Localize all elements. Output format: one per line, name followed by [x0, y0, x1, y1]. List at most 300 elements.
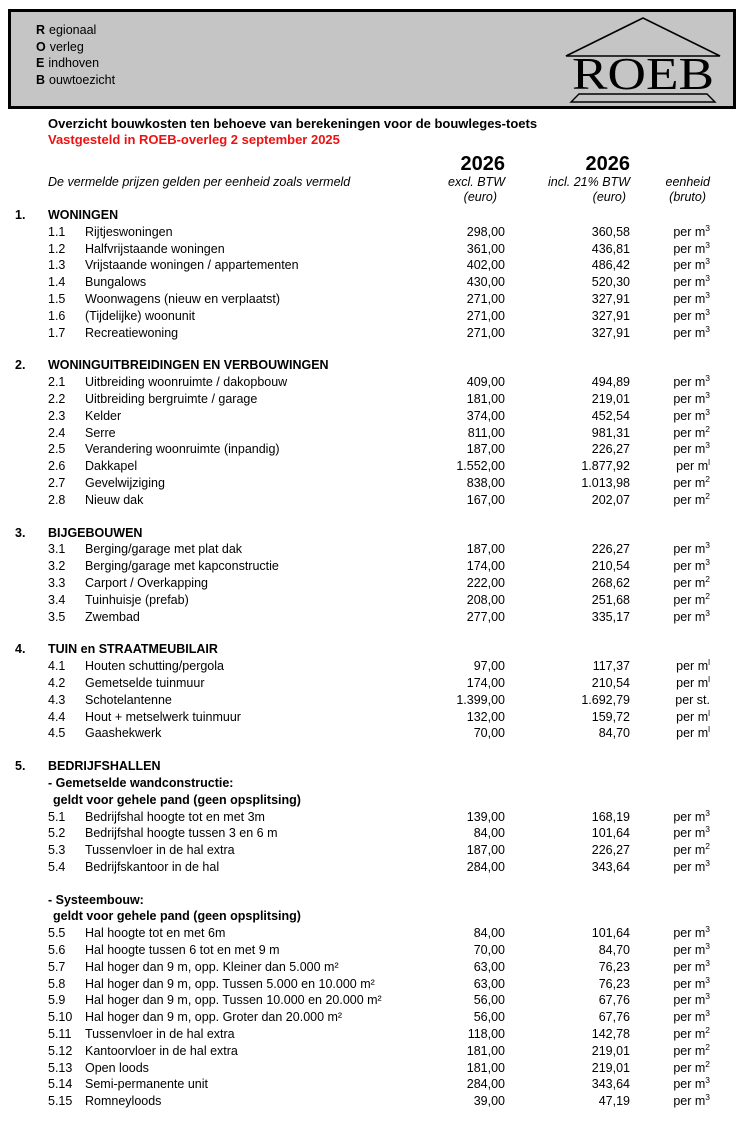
unit-superscript: 2	[705, 473, 710, 484]
table-row	[15, 458, 710, 475]
row-label: Schotelantenne	[85, 692, 172, 707]
row-number: 5.4	[48, 859, 66, 874]
row-unit	[630, 976, 710, 993]
table-row	[15, 475, 710, 492]
row-label: Carport / Overkapping	[85, 575, 208, 590]
row-price-incl: 486,42	[591, 258, 630, 273]
table-row	[15, 1026, 710, 1043]
unit-base: per m	[673, 592, 706, 607]
row-price-excl: 409,00	[466, 375, 505, 390]
unit-base: per m	[673, 993, 706, 1008]
logo-text: ROEB	[572, 49, 714, 99]
unit-base: per m	[673, 408, 706, 423]
row-price-incl: 226,27	[591, 843, 630, 858]
section-title: WONINGEN	[48, 208, 119, 222]
row-unit	[630, 458, 710, 475]
unit-base: per m	[676, 459, 709, 474]
header-box	[8, 9, 736, 109]
row-number: 5.15	[48, 1094, 73, 1109]
row-unit	[630, 675, 710, 692]
row-price-excl: 39,00	[473, 1094, 505, 1109]
section-header-row	[15, 525, 710, 542]
unit-base: per m	[673, 258, 706, 273]
row-unit	[630, 291, 710, 308]
unit-base: per m	[676, 709, 709, 724]
row-price-incl: 159,72	[591, 709, 630, 724]
unit-superscript: 3	[705, 540, 710, 551]
row-unit	[630, 1009, 710, 1026]
unit-superscript: 3	[705, 440, 710, 451]
unit-superscript: 3	[705, 807, 710, 818]
unit-base: per m	[673, 1010, 706, 1025]
section-number: 5.	[15, 759, 26, 774]
row-number: 3.2	[48, 559, 66, 574]
row-price-excl: 361,00	[466, 241, 505, 256]
row-label: Bungalows	[85, 275, 147, 290]
row-unit	[630, 391, 710, 408]
row-price-excl: 374,00	[466, 408, 505, 423]
unit-superscript: 3	[705, 1008, 710, 1019]
row-price-incl: 47,19	[598, 1094, 630, 1109]
unit-superscript: 3	[705, 256, 710, 267]
row-price-incl: 494,89	[591, 375, 630, 390]
table-row	[15, 1093, 710, 1110]
unit-base: per m	[673, 492, 706, 507]
row-label: Recreatiewoning	[85, 325, 179, 340]
row-unit	[630, 859, 710, 876]
column-header-row	[0, 175, 744, 190]
row-price-excl: 97,00	[473, 659, 505, 674]
table-row	[15, 441, 710, 458]
row-price-incl: 360,58	[591, 224, 630, 239]
row-number: 2.2	[48, 391, 66, 406]
section-title: TUIN en STRAATMEUBILAIR	[48, 642, 218, 657]
section-number: 3.	[15, 525, 26, 540]
row-price-incl: 1.013,98	[581, 475, 630, 490]
row-unit	[630, 809, 710, 826]
table-row	[15, 809, 710, 826]
row-number: 2.4	[48, 425, 66, 440]
unit-superscript: 2	[705, 490, 710, 501]
row-number: 4.5	[48, 726, 66, 741]
unit-base: per m	[673, 559, 706, 574]
table-row	[15, 308, 710, 325]
table-row	[15, 709, 710, 726]
row-label: Hal hoger dan 9 m, opp. Tussen 10.000 en 20.000 m²	[85, 993, 382, 1008]
row-label: Gevelwijziging	[85, 475, 165, 490]
row-price-excl: 181,00	[466, 391, 505, 406]
unit-superscript: 3	[705, 373, 710, 384]
row-number: 4.4	[48, 709, 66, 724]
row-unit	[630, 925, 710, 942]
unit-base: per m	[673, 442, 706, 457]
row-price-incl: 436,81	[591, 241, 630, 256]
row-price-excl: 271,00	[466, 308, 505, 323]
unit-superscript: l	[708, 656, 710, 667]
row-label: Kantoorvloer in de hal extra	[85, 1043, 238, 1058]
row-price-excl: 63,00	[473, 959, 505, 974]
row-label: Vrijstaande woningen / appartementen	[85, 258, 299, 273]
row-number: 4.2	[48, 675, 66, 690]
row-label: (Tijdelijke) woonunit	[85, 308, 195, 323]
section-header-row	[15, 641, 710, 658]
row-price-excl: 271,00	[466, 291, 505, 306]
unit-superscript: 3	[705, 289, 710, 300]
row-label: Hal hoger dan 9 m, opp. Groter dan 20.000 m²	[85, 1010, 343, 1025]
unit-base: per m	[673, 1077, 706, 1092]
row-price-excl: 1.552,00	[456, 459, 505, 474]
year-header-excl: 2026	[460, 153, 505, 175]
row-label: Verandering woonruimte (inpandig)	[85, 442, 280, 457]
table-row	[15, 224, 710, 241]
row-price-incl: 210,54	[591, 675, 630, 690]
row-number: 1.4	[48, 275, 66, 290]
unit-base: per m	[673, 1027, 706, 1042]
row-label: Uitbreiding woonruimte / dakopbouw	[85, 375, 288, 390]
unit-superscript: 3	[705, 991, 710, 1002]
row-number: 1.6	[48, 308, 66, 323]
row-price-incl: 67,76	[598, 1010, 630, 1025]
unit-base: per m	[673, 241, 706, 256]
row-price-incl: 268,62	[591, 575, 630, 590]
unit-superscript: l	[708, 724, 710, 735]
row-unit	[630, 224, 710, 241]
unit-superscript: l	[708, 673, 710, 684]
row-label: Romneyloods	[85, 1094, 162, 1109]
unit-superscript: 3	[705, 1075, 710, 1086]
acronym-block	[11, 12, 115, 88]
unit-base: per m	[676, 659, 709, 674]
row-price-incl: 327,91	[591, 325, 630, 340]
row-price-excl: 56,00	[473, 993, 505, 1008]
subheader-row	[15, 892, 710, 909]
row-price-excl: 167,00	[466, 492, 505, 507]
unit-base: per m	[676, 726, 709, 741]
section	[15, 207, 710, 341]
row-price-excl: 181,00	[466, 1043, 505, 1058]
document-page	[0, 9, 744, 1125]
row-unit	[630, 575, 710, 592]
row-price-excl: 118,00	[467, 1027, 505, 1042]
row-price-excl: 430,00	[466, 275, 505, 290]
row-unit	[630, 241, 710, 258]
unit-base: per m	[676, 675, 709, 690]
unit-base: per m	[673, 609, 706, 624]
year-header-incl: 2026	[585, 153, 630, 175]
row-unit	[630, 374, 710, 391]
col-header-unit: eenheid	[665, 175, 710, 189]
table-row	[15, 257, 710, 274]
table-row	[15, 609, 710, 626]
row-number: 4.3	[48, 692, 66, 707]
row-label: Berging/garage met kapconstructie	[85, 559, 279, 574]
sections	[0, 205, 744, 1110]
table-row	[15, 408, 710, 425]
subheader-line: - Systeembouw:	[48, 892, 144, 907]
unit-superscript: 2	[705, 573, 710, 584]
unit-base: per st.	[675, 692, 710, 707]
table-row	[15, 859, 710, 876]
row-label: Hal hoogte tussen 6 tot en met 9 m	[85, 943, 280, 958]
unit-base: per m	[673, 391, 706, 406]
row-label: Bedrijfshal hoogte tussen 3 en 6 m	[85, 826, 278, 841]
row-unit	[630, 1043, 710, 1060]
row-number: 2.7	[48, 475, 66, 490]
table-row	[15, 274, 710, 291]
row-number: 5.11	[48, 1027, 72, 1042]
acronym-line	[36, 72, 115, 89]
table-row	[15, 492, 710, 509]
row-unit	[630, 592, 710, 609]
row-price-incl: 343,64	[591, 859, 630, 874]
row-label: Tussenvloer in de hal extra	[85, 1027, 235, 1042]
unit-superscript: l	[708, 457, 710, 467]
row-number: 1.7	[48, 325, 66, 340]
row-label: Hal hoger dan 9 m, opp. Tussen 5.000 en 10.000 m²	[85, 976, 375, 991]
subheader-row	[15, 792, 710, 809]
row-price-incl: 202,07	[591, 492, 630, 507]
row-label: Bedrijfshal hoogte tot en met 3m	[85, 809, 265, 824]
row-price-excl: 174,00	[466, 675, 505, 690]
section-header-row	[15, 207, 710, 224]
row-label: Houten schutting/pergola	[85, 659, 224, 674]
acronym-line	[36, 22, 115, 39]
col-header-incl: incl. 21% BTW	[548, 175, 630, 189]
row-price-incl: 84,70	[598, 943, 630, 958]
table-row	[15, 558, 710, 575]
section-title: WONINGUITBREIDINGEN EN VERBOUWINGEN	[48, 358, 329, 373]
row-price-excl: 1.399,00	[456, 692, 505, 707]
acronym-rest: indhoven	[48, 56, 100, 70]
row-number: 2.5	[48, 442, 66, 457]
unit-superscript: 3	[705, 974, 710, 985]
row-price-incl: 117,37	[592, 659, 630, 674]
unit-base: per m	[673, 976, 706, 991]
row-unit	[630, 475, 710, 492]
row-price-incl: 251,68	[591, 592, 630, 607]
row-unit	[630, 425, 710, 442]
unit-base: per m	[673, 826, 706, 841]
unit-superscript: l	[708, 707, 710, 718]
row-price-excl: 63,00	[473, 976, 505, 991]
unit-base: per m	[673, 809, 706, 824]
row-price-incl: 335,17	[591, 609, 630, 624]
row-price-excl: 84,00	[473, 926, 505, 941]
row-unit	[630, 558, 710, 575]
table-row	[15, 1076, 710, 1093]
acronym-rest: egionaal	[49, 23, 97, 37]
row-label: Halfvrijstaande woningen	[85, 241, 225, 256]
spacer	[15, 876, 710, 892]
row-price-excl: 56,00	[473, 1010, 505, 1025]
row-number: 3.1	[48, 542, 66, 557]
row-price-incl: 84,70	[598, 726, 630, 741]
section-header-row	[15, 758, 710, 775]
row-price-incl: 327,91	[591, 308, 630, 323]
unit-superscript: 3	[705, 857, 710, 868]
table-row	[15, 959, 710, 976]
row-label: Kelder	[85, 408, 122, 423]
row-price-incl: 219,01	[591, 391, 630, 406]
row-unit	[630, 725, 710, 742]
unit-base: per m	[673, 1094, 706, 1109]
row-label: Hal hoger dan 9 m, opp. Kleiner dan 5.000 m²	[85, 959, 339, 974]
unit-superscript: 3	[705, 556, 710, 567]
section-title: BIJGEBOUWEN	[48, 525, 143, 540]
row-unit	[630, 408, 710, 425]
col-subheader-excl: (euro)	[463, 190, 497, 204]
col-subheader-incl: (euro)	[592, 190, 626, 204]
row-unit	[630, 692, 710, 709]
row-label: Open loods	[85, 1060, 149, 1075]
acronym-rest: verleg	[49, 39, 84, 54]
unit-base: per m	[673, 959, 706, 974]
row-price-excl: 132,00	[466, 709, 505, 724]
table-row	[15, 692, 710, 709]
row-label: Serre	[85, 425, 116, 440]
unit-superscript: 3	[705, 940, 710, 951]
row-price-incl: 76,23	[598, 959, 630, 974]
table-row	[15, 842, 710, 859]
unit-base: per m	[673, 375, 706, 390]
row-unit	[630, 325, 710, 342]
table-row	[15, 592, 710, 609]
section-number: 1.	[15, 208, 26, 222]
unit-base: per m	[673, 859, 706, 874]
row-price-excl: 187,00	[466, 442, 505, 457]
row-price-incl: 76,23	[598, 976, 630, 991]
row-number: 1.5	[48, 291, 66, 306]
price-note: De vermelde prijzen gelden per eenheid zoals vermeld	[48, 175, 351, 189]
acronym-line	[36, 55, 115, 72]
acronym-line	[36, 39, 115, 56]
row-unit	[630, 441, 710, 458]
row-price-incl: 101,64	[591, 826, 630, 841]
row-price-incl: 210,54	[591, 559, 630, 574]
row-number: 1.1	[48, 224, 66, 239]
row-unit	[630, 274, 710, 291]
row-price-incl: 101,64	[591, 926, 630, 941]
row-price-excl: 70,00	[473, 943, 505, 958]
row-unit	[630, 992, 710, 1009]
row-label: Tuinhuisje (prefab)	[85, 592, 189, 607]
table-row	[15, 1009, 710, 1026]
section-header-row	[15, 357, 710, 374]
acronym-initial: R	[36, 23, 46, 37]
section-number: 4.	[15, 642, 26, 657]
row-number: 3.5	[48, 609, 66, 624]
section	[15, 525, 710, 626]
table-row	[15, 976, 710, 993]
unit-base: per m	[673, 475, 706, 490]
row-number: 2.1	[48, 375, 66, 390]
table-row	[15, 241, 710, 258]
row-label: Rijtjeswoningen	[85, 224, 173, 239]
row-number: 1.2	[48, 241, 66, 256]
row-price-excl: 187,00	[466, 542, 505, 557]
row-price-excl: 208,00	[466, 592, 505, 607]
unit-superscript: 3	[705, 222, 710, 233]
row-price-incl: 226,27	[591, 442, 630, 457]
col-header-excl: excl. BTW	[448, 175, 505, 189]
row-unit	[630, 709, 710, 726]
row-label: Berging/garage met plat dak	[85, 542, 243, 557]
unit-superscript: 3	[705, 306, 710, 317]
row-number: 2.3	[48, 408, 66, 423]
year-header-row	[0, 153, 744, 175]
row-price-excl: 70,00	[473, 726, 505, 741]
row-price-excl: 284,00	[466, 1077, 505, 1092]
unit-superscript: 2	[705, 1041, 710, 1052]
row-number: 5.14	[48, 1077, 73, 1092]
table-row	[15, 658, 710, 675]
row-label: Gemetselde tuinmuur	[85, 675, 205, 690]
unit-base: per m	[673, 1060, 706, 1075]
unit-base: per m	[673, 308, 706, 323]
unit-base: per m	[673, 926, 706, 941]
row-price-incl: 226,27	[591, 542, 630, 557]
row-label: Hal hoogte tot en met 6m	[85, 926, 226, 941]
unit-base: per m	[673, 275, 706, 290]
row-label: Tussenvloer in de hal extra	[85, 843, 235, 858]
column-subheader-row	[0, 190, 744, 205]
roeb-logo	[563, 15, 723, 105]
unit-superscript: 3	[705, 389, 710, 400]
row-price-excl: 271,00	[466, 325, 505, 340]
acronym-initial: E	[36, 56, 45, 70]
subheader-line: geldt voor gehele pand (geen opsplitsing)	[53, 909, 301, 924]
table-row	[15, 725, 710, 742]
row-price-excl: 181,00	[466, 1060, 505, 1075]
row-unit	[630, 1026, 710, 1043]
row-price-excl: 139,00	[466, 809, 505, 824]
subheader-line: geldt voor gehele pand (geen opsplitsing)	[53, 792, 301, 807]
unit-superscript: 2	[705, 840, 710, 851]
unit-base: per m	[673, 943, 706, 958]
table-row	[15, 1043, 710, 1060]
row-label: Uitbreiding bergruimte / garage	[85, 391, 258, 406]
row-number: 5.13	[48, 1060, 73, 1075]
revision-note: Vastgesteld in ROEB-overleg 2 september 2025	[48, 132, 340, 147]
row-number: 5.9	[48, 993, 66, 1008]
section	[15, 641, 710, 742]
unit-base: per m	[673, 575, 706, 590]
table-row	[15, 541, 710, 558]
unit-superscript: 2	[705, 1058, 710, 1069]
row-number: 1.3	[48, 258, 66, 273]
row-number: 4.1	[48, 659, 66, 674]
row-number: 5.1	[48, 809, 66, 824]
row-price-incl: 67,76	[598, 993, 630, 1008]
table-row	[15, 374, 710, 391]
unit-superscript: 3	[705, 406, 710, 417]
section-number: 2.	[15, 358, 26, 373]
row-price-incl: 1.877,92	[581, 459, 630, 474]
unit-base: per m	[673, 224, 706, 239]
subheader-row	[15, 908, 710, 925]
acronym-initial: B	[36, 72, 46, 87]
row-price-incl: 343,64	[591, 1077, 630, 1092]
row-number: 5.10	[48, 1010, 73, 1025]
row-price-excl: 838,00	[466, 475, 505, 490]
row-price-excl: 284,00	[466, 859, 505, 874]
row-label: Nieuw dak	[85, 492, 144, 507]
row-number: 2.6	[48, 459, 66, 474]
table-row	[15, 992, 710, 1009]
row-price-incl: 168,19	[591, 809, 630, 824]
subheader-line: - Gemetselde wandconstructie:	[48, 775, 234, 790]
unit-superscript: 3	[705, 273, 710, 284]
